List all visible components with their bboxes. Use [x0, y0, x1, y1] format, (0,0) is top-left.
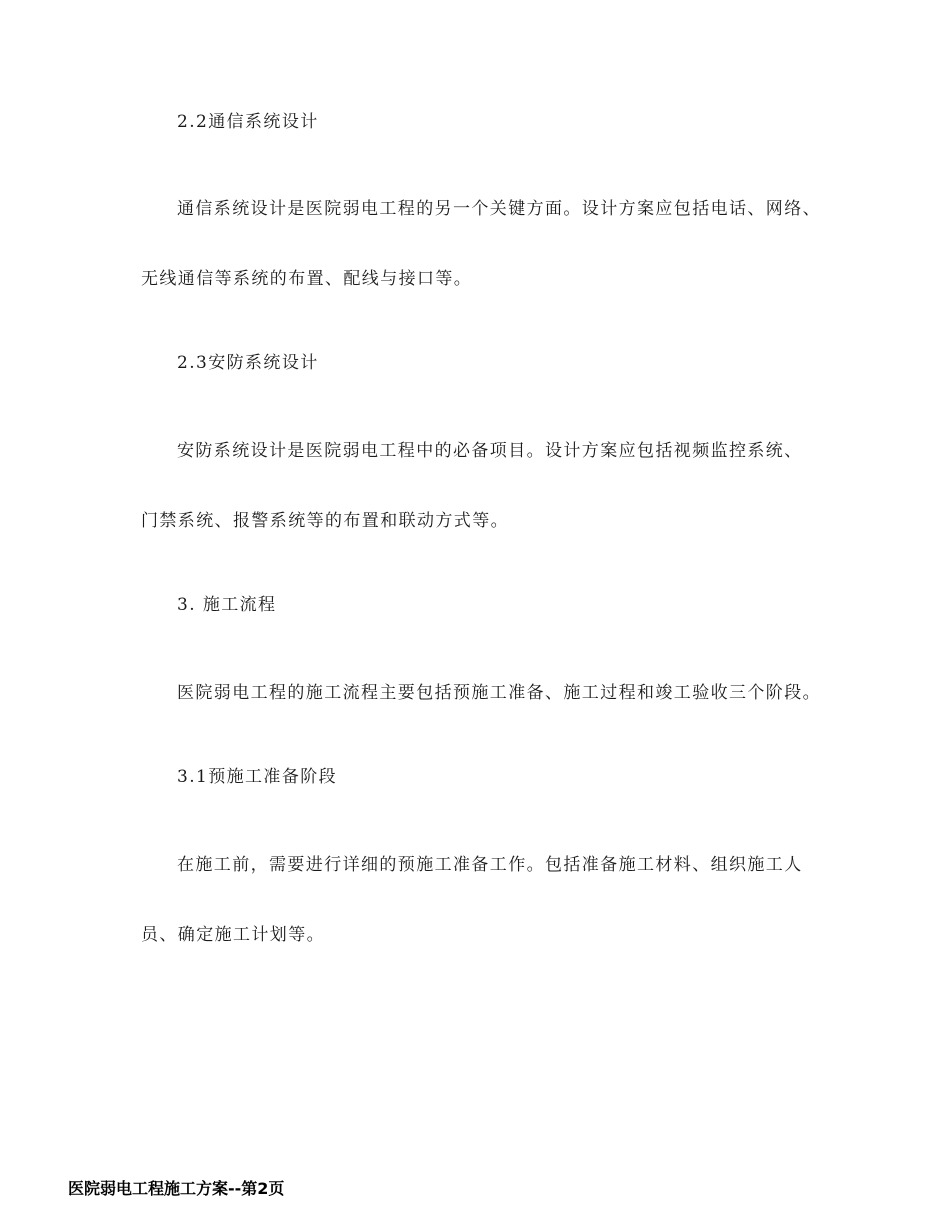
paragraph-preparation-line-2: 员、确定施工计划等。 — [141, 925, 325, 945]
paragraph-communication-line-1: 通信系统设计是医院弱电工程的另一个关键方面。设计方案应包括电话、网络、 — [177, 199, 821, 219]
paragraph-communication-line-2: 无线通信等系统的布置、配线与接口等。 — [141, 269, 473, 289]
section-heading-2-3: 2.3安防系统设计 — [177, 353, 319, 373]
paragraph-construction-flow: 医院弱电工程的施工流程主要包括预施工准备、施工过程和竣工验收三个阶段。 — [177, 683, 821, 703]
section-heading-2-2: 2.2通信系统设计 — [177, 112, 319, 132]
section-heading-3-1: 3.1预施工准备阶段 — [177, 767, 338, 787]
paragraph-security-line-2: 门禁系统、报警系统等的布置和联动方式等。 — [141, 511, 509, 531]
page-footer: 医院弱电工程施工方案--第2页 — [68, 1179, 285, 1198]
section-heading-3: 3. 施工流程 — [177, 595, 277, 615]
paragraph-security-line-1: 安防系统设计是医院弱电工程中的必备项目。设计方案应包括视频监控系统、 — [177, 441, 803, 461]
paragraph-preparation-line-1: 在施工前，需要进行详细的预施工准备工作。包括准备施工材料、组织施工人 — [177, 855, 803, 875]
